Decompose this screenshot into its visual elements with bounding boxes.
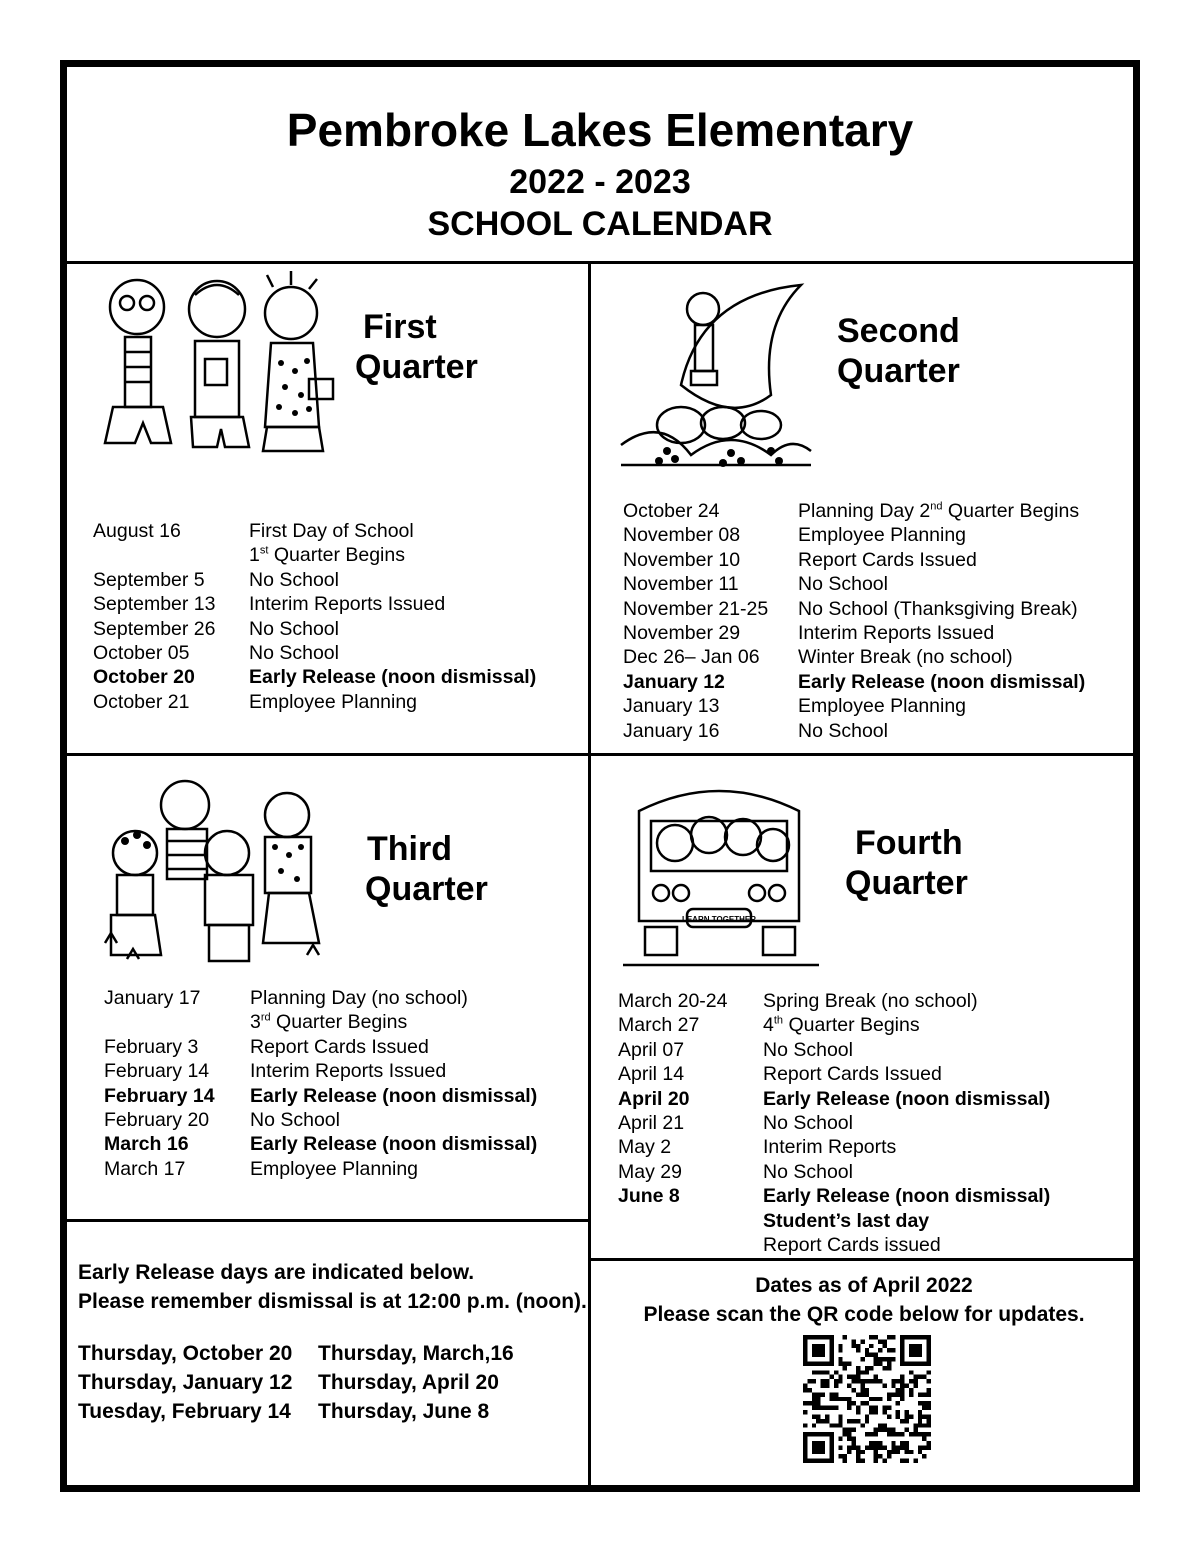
- event-date: February 14: [104, 1060, 210, 1083]
- three-children-illustration: [95, 267, 335, 463]
- event-date: February 20: [104, 1108, 210, 1131]
- event-row: [623, 572, 1128, 596]
- q3-heading: [365, 829, 488, 909]
- early-release-note-line1: Early Release days are indicated below.: [78, 1261, 475, 1284]
- event-description: No School: [250, 1108, 340, 1131]
- event-description: Employee Planning: [798, 524, 967, 547]
- event-date: September 13: [93, 593, 216, 616]
- event-text: 4: [763, 1014, 774, 1037]
- event-description: No School: [798, 573, 888, 596]
- q4-event-list: [618, 989, 1128, 1257]
- q1-heading-line1: First: [363, 308, 437, 346]
- event-date: October 24: [623, 500, 720, 522]
- event-description: No School (Thanksgiving Break): [798, 597, 1078, 620]
- event-row: [618, 1209, 1128, 1233]
- event-row: [93, 641, 573, 665]
- event-date: May 29: [618, 1160, 682, 1183]
- event-row: [93, 519, 573, 543]
- q2-heading-line2: Quarter: [837, 352, 960, 390]
- event-description: Early Release (noon dismissal): [250, 1133, 538, 1156]
- event-date: October 21: [93, 690, 190, 713]
- early-release-date: Thursday, March,16: [318, 1342, 514, 1365]
- event-row: [93, 690, 573, 714]
- early-release-date: Tuesday, February 14: [78, 1400, 291, 1423]
- event-date: September 26: [93, 617, 216, 640]
- q3-event-list: [104, 986, 574, 1181]
- event-row: [104, 1010, 574, 1034]
- event-row: [623, 645, 1128, 669]
- q1-heading-line2: Quarter: [355, 348, 478, 386]
- event-description: Employee Planning: [250, 1157, 419, 1180]
- event-date: June 8: [618, 1185, 680, 1208]
- event-description: Employee Planning: [798, 695, 967, 718]
- ordinal-suffix: nd: [930, 500, 943, 513]
- event-row: [93, 568, 573, 592]
- event-text: Quarter Begins: [268, 544, 405, 567]
- event-row: [618, 1184, 1128, 1208]
- event-row: [93, 617, 573, 641]
- event-row: [104, 1084, 574, 1108]
- event-description: No School: [763, 1038, 853, 1061]
- event-description: First Day of School: [249, 520, 414, 542]
- event-row: [623, 523, 1128, 547]
- event-description: No School: [249, 568, 339, 591]
- event-date: February 3: [104, 1035, 199, 1058]
- cornucopia-illustration: [611, 275, 821, 479]
- event-row: [618, 1160, 1128, 1184]
- early-release-dates: [78, 1339, 578, 1429]
- early-release-date: Thursday, June 8: [318, 1400, 490, 1423]
- event-row: [618, 1062, 1128, 1086]
- calendar-subtitle: SCHOOL CALENDAR: [427, 205, 773, 243]
- event-text: Quarter Begins: [783, 1014, 920, 1037]
- updates-note-line1: Dates as of April 2022: [755, 1274, 973, 1297]
- event-row: [93, 592, 573, 616]
- event-description: No School: [763, 1111, 853, 1134]
- event-description: Winter Break (no school): [798, 646, 1013, 669]
- event-description: Early Release (noon dismissal): [798, 670, 1086, 693]
- event-date: November 29: [623, 621, 741, 644]
- event-row: [623, 670, 1128, 694]
- event-date: January 13: [623, 695, 720, 718]
- ordinal-suffix: th: [773, 1014, 784, 1027]
- event-row: [623, 499, 1128, 523]
- event-date: November 11: [623, 573, 739, 596]
- children-playing-illustration: [97, 775, 337, 975]
- event-date: November 10: [623, 548, 741, 571]
- event-description: Early Release (noon dismissal): [249, 666, 537, 689]
- event-row: [93, 665, 573, 689]
- event-row: [618, 1111, 1128, 1135]
- qr-code[interactable]: [803, 1335, 931, 1463]
- event-date: October 20: [93, 666, 195, 689]
- event-date: January 17: [104, 987, 201, 1009]
- q2-heading-line1: Second: [837, 312, 960, 350]
- event-text: Quarter Begins: [942, 500, 1080, 522]
- q2-heading: [837, 311, 960, 391]
- q1-event-list: [93, 519, 573, 714]
- event-date: May 2: [618, 1136, 672, 1159]
- event-text: 3: [250, 1011, 261, 1034]
- early-release-date: Thursday, January 12: [78, 1371, 293, 1394]
- event-row: [618, 1038, 1128, 1062]
- event-text: 1: [249, 544, 260, 567]
- event-row: [104, 1035, 574, 1059]
- q3-heading-line1: Third: [367, 830, 452, 868]
- event-date: April 14: [618, 1063, 685, 1086]
- event-date: February 14: [104, 1084, 215, 1107]
- early-release-note-line2: Please remember dismissal is at 12:00 p.m. (noon).: [78, 1290, 587, 1313]
- event-row: [618, 1233, 1128, 1257]
- school-bus-illustration: [617, 781, 827, 981]
- event-date: March 17: [104, 1157, 186, 1180]
- event-description: No School: [763, 1160, 853, 1183]
- event-date: October 05: [93, 641, 190, 664]
- event-date: August 16: [93, 520, 181, 542]
- school-years: 2022 - 2023: [509, 163, 691, 201]
- q4-heading-line2: Quarter: [845, 864, 968, 902]
- event-description: Spring Break (no school): [763, 990, 978, 1012]
- event-description: No School: [249, 641, 339, 664]
- event-description: Report Cards Issued: [250, 1035, 429, 1058]
- event-row: [618, 1013, 1128, 1037]
- event-date: November 21-25: [623, 597, 769, 620]
- event-row: [623, 694, 1128, 718]
- bus-plate-text: LEARN TOGETHER: [681, 915, 757, 924]
- event-date: January 12: [623, 670, 725, 693]
- event-date: November 08: [623, 524, 741, 547]
- event-date: January 16: [623, 719, 720, 742]
- event-description: Early Release (noon dismissal): [763, 1087, 1051, 1110]
- event-row: [618, 1135, 1128, 1159]
- event-row: [623, 621, 1128, 645]
- q4-heading-line1: Fourth: [855, 824, 963, 862]
- event-row: [104, 1132, 574, 1156]
- event-date: September 5: [93, 568, 205, 591]
- event-description: Early Release (noon dismissal): [250, 1084, 538, 1107]
- header-divider: [67, 261, 1133, 264]
- event-description: Planning Day (no school): [250, 987, 468, 1009]
- school-name: Pembroke Lakes Elementary: [286, 104, 914, 156]
- event-description: Interim Reports: [763, 1136, 897, 1159]
- event-text: Planning Day 2: [798, 500, 931, 522]
- early-release-col-2: [318, 1339, 514, 1426]
- event-text: Quarter Begins: [270, 1011, 408, 1034]
- event-description: Student’s last day: [763, 1209, 930, 1232]
- event-description: Interim Reports Issued: [798, 621, 995, 644]
- event-row: [104, 1108, 574, 1132]
- event-description: Employee Planning: [249, 690, 418, 713]
- event-row: [618, 1087, 1128, 1111]
- event-date: April 21: [618, 1111, 685, 1134]
- early-release-note: [78, 1258, 587, 1316]
- event-row: [104, 1059, 574, 1083]
- event-date: Dec 26– Jan 06: [623, 646, 760, 669]
- event-date: March 16: [104, 1133, 189, 1156]
- event-date: March 27: [618, 1014, 700, 1037]
- q4-heading: [845, 823, 968, 903]
- updates-note-line2: Please scan the QR code below for updates.: [643, 1303, 1085, 1326]
- event-description: Interim Reports Issued: [249, 593, 446, 616]
- event-row: [104, 986, 574, 1010]
- event-description: Report Cards issued: [763, 1233, 941, 1256]
- event-description: [250, 1010, 407, 1034]
- early-release-date: Thursday, April 20: [318, 1371, 499, 1394]
- q2-event-list: [623, 499, 1128, 743]
- event-row: [618, 989, 1128, 1013]
- event-description: Early Release (noon dismissal): [763, 1185, 1051, 1208]
- right-bottom-divider: [588, 1258, 1133, 1261]
- event-description: [763, 1013, 920, 1037]
- row-divider: [67, 753, 1133, 756]
- early-release-date: Thursday, October 20: [78, 1342, 293, 1365]
- event-description: No School: [249, 617, 339, 640]
- ordinal-suffix: st: [259, 544, 269, 557]
- event-date: April 07: [618, 1038, 685, 1061]
- event-row: [104, 1157, 574, 1181]
- ordinal-suffix: rd: [260, 1011, 271, 1024]
- event-description: [798, 499, 1079, 523]
- q3-heading-line2: Quarter: [365, 870, 488, 908]
- q1-heading: [355, 307, 478, 387]
- event-description: [249, 543, 405, 567]
- event-row: [623, 719, 1128, 743]
- event-row: [93, 543, 573, 567]
- event-description: Interim Reports Issued: [250, 1060, 447, 1083]
- event-date: March 20-24: [618, 990, 728, 1012]
- event-row: [623, 548, 1128, 572]
- event-description: Report Cards Issued: [763, 1063, 942, 1086]
- early-release-col-1: [78, 1339, 292, 1426]
- updates-note: [590, 1271, 1138, 1329]
- event-description: Report Cards Issued: [798, 548, 977, 571]
- event-date: April 20: [618, 1087, 690, 1110]
- event-row: [623, 597, 1128, 621]
- calendar-frame: [60, 60, 1140, 1492]
- event-description: No School: [798, 719, 888, 742]
- left-bottom-divider: [67, 1219, 590, 1222]
